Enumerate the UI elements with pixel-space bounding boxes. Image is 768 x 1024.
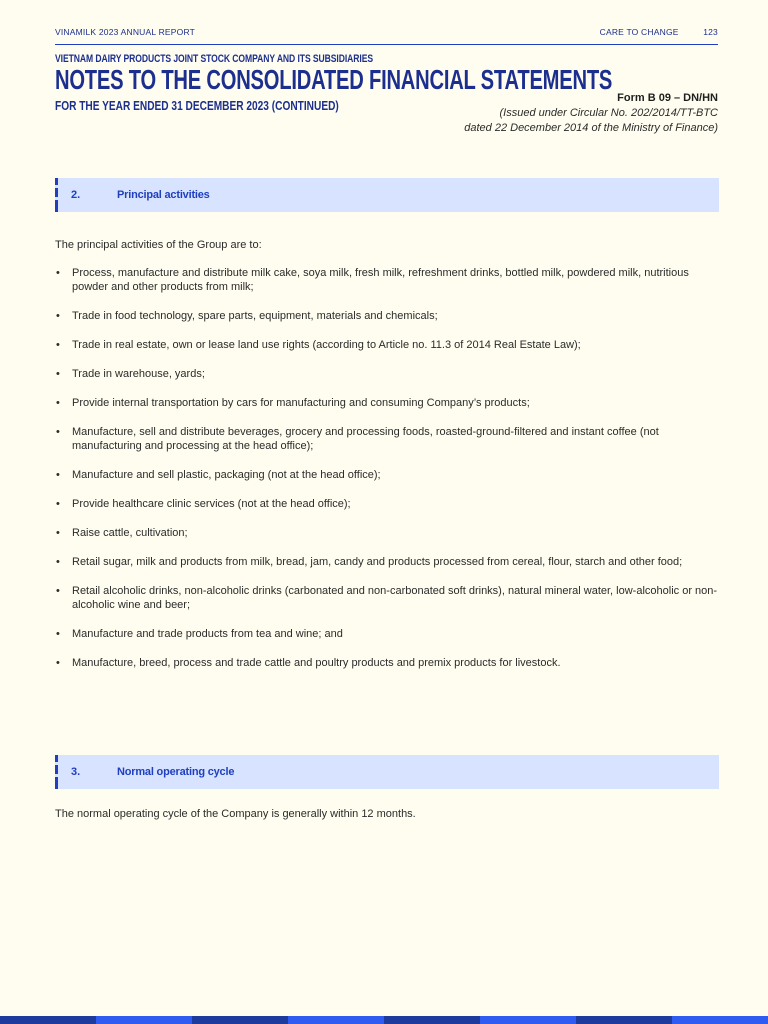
section-accent-marker — [55, 178, 58, 212]
list-item: • Retail sugar, milk and products from milk, bread, jam, candy and products processed from cereal, flour, starch and other food; — [55, 555, 719, 569]
footer-color-bar — [0, 1016, 768, 1024]
section-3-header — [55, 755, 719, 789]
section-3-title: Normal operating cycle — [117, 766, 235, 778]
list-item: • Process, manufacture and distribute milk cake, soya milk, fresh milk, refreshment drinks, bottled milk, powdered milk, nutritious powder and other products from milk; — [55, 266, 719, 294]
list-item: • Provide internal transportation by cars for manufacturing and consuming Company’s products; — [55, 396, 719, 410]
section-2-intro: The principal activities of the Group are to: — [55, 239, 262, 251]
list-item: • Raise cattle, cultivation; — [55, 526, 719, 540]
form-code: Form B 09 – DN/HN — [617, 92, 718, 104]
activities-list — [55, 266, 719, 685]
section-2-header — [55, 178, 719, 212]
list-item: • Retail alcoholic drinks, non-alcoholic drinks (carbonated and non-carbonated soft drinks), natural mineral water, low-alcoholic or non-alcoholic wine and beer; — [55, 584, 719, 612]
section-name: CARE TO CHANGE — [599, 27, 679, 37]
section-accent-marker — [55, 755, 58, 789]
section-3-text: The normal operating cycle of the Company is generally within 12 months. — [55, 808, 416, 820]
page-subtitle: FOR THE YEAR ENDED 31 DECEMBER 2023 (CONTINUED) — [55, 98, 339, 113]
section-2-number: 2. — [71, 189, 81, 201]
list-item: • Manufacture and trade products from tea and wine; and — [55, 627, 719, 641]
list-item: • Trade in warehouse, yards; — [55, 367, 719, 381]
list-item: • Manufacture, breed, process and trade cattle and poultry products and premix products for livestock. — [55, 656, 719, 670]
list-item: • Trade in real estate, own or lease land use rights (according to Article no. 11.3 of 2014 Real Estate Law); — [55, 338, 719, 352]
list-item: • Manufacture, sell and distribute beverages, grocery and processing foods, roasted-ground-filtered and instant coffee (not manufacturing and processing at the head office); — [55, 425, 719, 453]
list-item: • Provide healthcare clinic services (not at the head office); — [55, 497, 719, 511]
section-3-number: 3. — [71, 766, 81, 778]
page-title: NOTES TO THE CONSOLIDATED FINANCIAL STATEMENTS — [55, 64, 613, 95]
running-header — [55, 24, 718, 45]
issued-line-1: (Issued under Circular No. 202/2014/TT-BTC — [499, 107, 718, 119]
page-number: 123 — [703, 27, 718, 37]
form-info — [464, 91, 718, 136]
company-name: VIETNAM DAIRY PRODUCTS JOINT STOCK COMPANY AND ITS SUBSIDIARIES — [55, 53, 373, 65]
list-item: • Manufacture and sell plastic, packaging (not at the head office); — [55, 468, 719, 482]
list-item: • Trade in food technology, spare parts, equipment, materials and chemicals; — [55, 309, 719, 323]
issued-line-2: dated 22 December 2014 of the Ministry of Finance) — [464, 122, 718, 134]
section-2-title: Principal activities — [117, 189, 210, 201]
report-name: VINAMILK 2023 ANNUAL REPORT — [55, 27, 196, 37]
header-right — [578, 27, 718, 37]
